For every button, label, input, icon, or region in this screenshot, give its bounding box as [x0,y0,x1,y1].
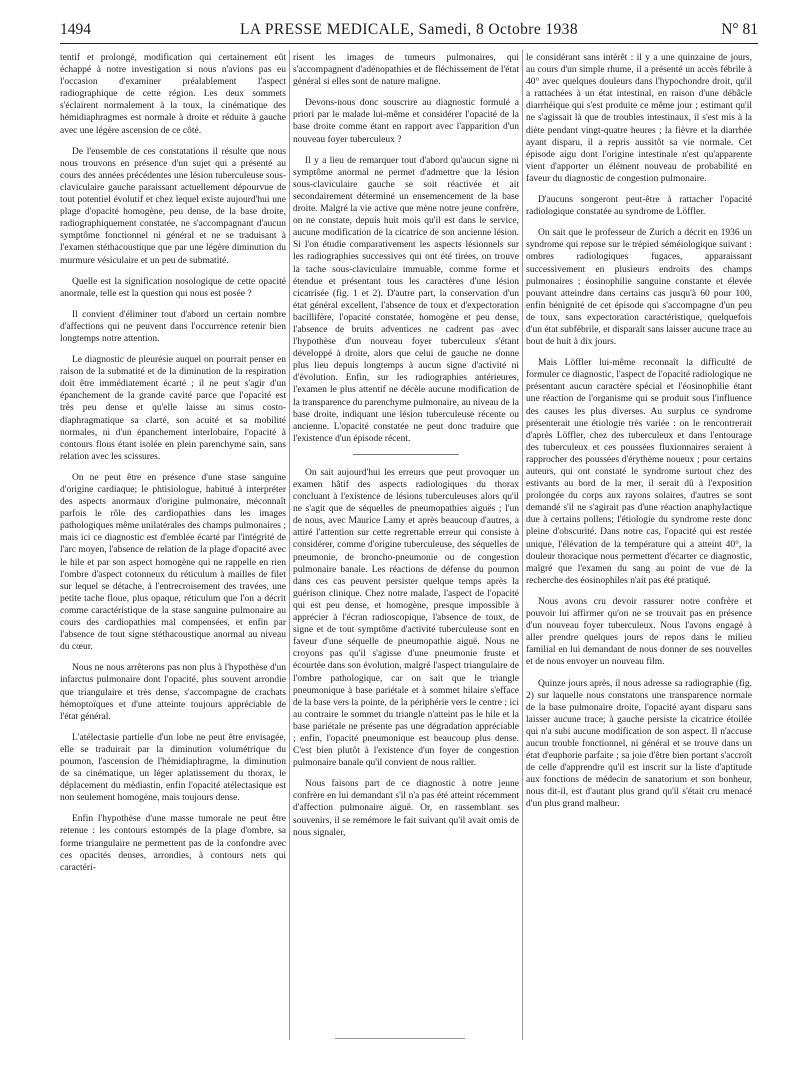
column-divider [289,50,290,1040]
paragraph: L'atélectasie partielle d'un lobe ne peut être envisagée, elle se traduirait par la diminution volumétrique du poumon, l'ascension de l'hémidiaphragme, la diminution de sa cinématique, un léger aplatissement du thorax, le déplacement du médiastin, enfin l'opacité atélectasique est non seulement homogène, mais toujours dense. [60,732,286,804]
paragraph: Il convient d'éliminer tout d'abord un certain nombre d'affections qui ne peuvent dans l'occurrence retenir bien longtemps notre attention. [60,309,286,344]
paragraph: tentif et prolongé, modification qui certainement eût échappé à notre investigation si nous n'avions pas eu l'occasion d'examiner préalablement l'aspect radiographique de cette région. Les deux sommets s'éclairent normalement à la toux, la cinématique des hémidiaphragmes est normale à droite et réduite à gauche avec une légère ascension de ce côté. [60,53,286,136]
journal-title: LA PRESSE MEDICALE, Samedi, 8 Octobre 1938 [240,21,578,38]
column-divider [522,50,523,1040]
paragraph: Le diagnostic de pleurésie auquel on pourrait penser en raison de la submatité et de la diminution de la respiration doit être immédiatement écarté ; il ne peut s'agir d'un épanchement de la grande cavité parce que l'opacité est très peu dense et qu'elle laisse au sinus costo-diaphragmatique sa clarté, son acuité et sa mobilité normales, ni d'un épanchement interlobaire, l'opacité à contours flous étant isolée en plein parenchyme sain, sans relation avec les scissures. [60,355,286,462]
column-3 [526,52,752,820]
paragraph: Nous avons cru devoir rassurer notre confrère et pouvoir lui affirmer qu'on ne se trouvait pas en présence d'un nouveau foyer tuberculeux. Nous l'avons engagé à aller prendre quelques jours de repos dans le milieu familial en lui demandant de nous donner de ses nouvelles et de nous envoyer un nouveau film. [526,596,752,668]
paragraph: Enfin l'hypothèse d'une masse tumorale ne peut être retenue : les contours estompés de la plage d'ombre, sa forme triangulaire ne permettent pas de la confondre avec ces opacités denses, arrondies, à contours nets qui caractéri- [60,814,286,873]
issue-number: N° 81 [721,21,758,38]
footer-rule [335,1038,465,1039]
paragraph: Quelle est la signification nosologique de cette opacité anormale, telle est la question qui nous est posée ? [60,276,286,299]
paragraph: Il y a lieu de remarquer tout d'abord qu'aucun signe ni symptôme anormal ne permet d'admettre que la lésion sous-claviculaire gauche se soit réactivée et ait secondairement déterminé un ensemencement de la base droite. Malgré la vie active que mène notre jeune confrère, on ne constate, depuis huit mois qu'il est dans le service, aucune modification de la cicatrice de son ancienne lésion. Si l'on étudie comparativement les aspects lésionnels sur les radiographies successives qui ont été tirées, on trouve la tache sous-claviculaire immuable, comme forme et étendue et présentant tous les caractères d'une lésion cicatrisée (fig. 1 et 2). D'autre part, la conservation d'un état général excellent, l'absence de toux et d'expectoration bacillifère, l'opacité constatée, homogène et peu dense, l'absence de bruits adventices ne cadrent pas avec l'hypothèse d'un nouveau foyer tuberculeux s'étant développé à droite, alors que celui de gauche ne donne plus lieu depuis longtemps à aucun signe d'activité ni d'évolution. Enfin, sur les radiographies antérieures, l'examen le plus attentif ne décèle aucune modification de la transparence du parenchyme pulmonaire, au niveau de la base droite, indiquant une lésion tuberculeuse récente ou ancienne. L'opacité constatée ne peut donc traduire que l'existence d'un épisode récent. [293,155,519,444]
paragraph: risent les images de tumeurs pulmonaires, qui s'accompagnent d'adénopathies et de fléchissement de l'état général si elles sont de nature maligne. [293,53,519,88]
paragraph: Nous ne nous arrêterons pas non plus à l'hypothèse d'un infarctus pulmonaire dont l'opacité, plus souvent arrondie que triangulaire et très dense, s'accompagne de crachats hémoptoïques et d'une atteinte toujours appréciable de l'état général. [60,663,286,722]
paragraph: On sait aujourd'hui les erreurs que peut provoquer un examen hâtif des aspects radiologiques du thorax concluant à l'existence de lésions tuberculeuses alors qu'il ne s'agit que de séquelles de pneumopathies aiguës ; l'un de nous, avec Maurice Lamy et après beaucoup d'autres, a attiré l'attention sur cette regrettable erreur qui consiste à considérer, comme d'origine tuberculeuse, des séquelles de pneumonie, de broncho-pneumonie ou de congestion pulmonaire banale. Les réactions de défense du poumon dans ces cas peuvent persister quelque temps après la guérison clinique. Chez notre malade, l'aspect de l'opacité qui est peu dense, et homogène, presque impossible à apprécier à l'écran radioscopique, l'absence de toux, de signe et de tout symptôme d'activité tuberculeuse sont en faveur d'une séquelle de pneumopathie aiguë. Nous ne croyons pas qu'il s'agisse d'une pneumonie fruste et écourtée dans son évolution, malgré l'aspect triangulaire de l'ombre pathologique, car on sait que le triangle pneumonique à base pariétale et à sommet hilaire s'efface de la base vers la pointe, de la périphérie vers le centre ; ici au contraire le sommet du triangle n'atteint pas le hile et la base pariétale ne présente pas une dégradation appréciable ; enfin, l'opacité pneumonique est beaucoup plus dense. C'est bien plutôt à l'existence d'un foyer de congestion pulmonaire banale qu'il convient de nous rallier. [293,467,519,769]
column-1 [60,52,286,883]
section-divider [353,454,459,455]
paragraph: Nous faisons part de ce diagnostic à notre jeune confrère en lui demandant s'il n'a pas été atteint récemment d'affection pulmonaire aiguë. Or, en rassemblant ses souvenirs, il se remémore le fait suivant qu'il avait omis de nous signaler, [293,779,519,838]
paragraph: D'aucuns songeront peut-être à rattacher l'opacité radiologique constatée au syndrome de Löffler. [526,195,752,218]
paragraph: De l'ensemble de ces constatations il résulte que nous nous trouvons en présence d'un sujet qui a présenté au cours des années précédentes une lésion tuberculeuse sous-claviculaire gauche paraissant actuellement dépourvue de tout potentiel évolutif et chez lequel existe aujourd'hui une plage d'opacité homogène, peu dense, de la base droite, radiographiquement constatée, ne s'accompagnant d'aucun symptôme fonctionnel ni général et ne se traduisant à l'examen stéthacoustique que par une légère diminution du murmure vésiculaire et un peu de submatité. [60,146,286,266]
page-header [60,20,758,40]
paragraph: Devons-nous donc souscrire au diagnostic formulé a priori par le malade lui-même et considérer l'opacité de la base droite comme étant en rapport avec l'apparition d'un nouveau foyer tuberculeux ? [293,98,519,145]
paragraph: Mais Löffler lui-même reconnaît la difficulté de formuler ce diagnostic, l'aspect de l'opacité radiologique ne présentant aucun caractère spécial et l'éosinophilie étant une réaction de l'organisme qui se produit sous l'influence des causes les plus diverses. Au surplus ce syndrome présenterait une étiologie très variée : on le rencontrerait d'après Löffler, chez des tuberculeux et dans l'entourage des tuberculeux et ces poussées fluxionnaires seraient à rapprocher des poussées d'érythème noueux ; pour certains auteurs, qui ont constaté le syndrome surtout chez des estivants au bord de la mer, il serait dû à l'exposition prolongée du corps aux rayons solaires, d'autres se sont demandé s'il ne s'agirait pas d'une réaction anaphylactique due à certains pollens; l'étiologie du syndrome reste donc pleine d'obscurité. Dans notre cas, l'opacité qui est restée unique, l'élévation de la température qui a atteint 40°, la douleur thoracique nous permettent d'écarter ce diagnostic, malgré que l'examen du sang au point de vue de la recherche des éosinophiles n'ait pas été pratiqué. [526,358,752,586]
paragraph: Quinze jours après, il nous adresse sa radiographie (fig. 2) sur laquelle nous constatons une transparence normale de la base pulmonaire droite, l'opacité ayant disparu sans laisser aucune trace; à gauche persiste la cicatrice étoilée qui n'a subi aucune modification de son aspect. Il n'accuse aucun trouble fonctionnel, ni général et se trouve dans un état d'euphorie parfaite ; sa joie d'être bien portant s'accroît de celle d'apprendre qu'il est inscrit sur la liste d'aptitude aux fonctions de médecin de sanatorium et son bonheur, nous dit-il, est d'autant plus grand qu'il s'était cru menacé d'un plus grand malheur. [526,678,752,810]
paragraph: On ne peut être en présence d'une stase sanguine d'origine cardiaque; le phtisiologue, habitué à interpréter des aspects anormaux d'origine pulmonaire, méconnaît parfois le rôle des cardiopathies dans les images pathologiques même unilatérales des champs pulmonaires ; mais ici ce diagnostic est d'emblée écarté par l'intégrité de l'arc moyen, l'absence de relation de la plage d'opacité avec le hile et par son aspect homogène qui ne rappelle en rien l'ombre d'aspect cotonneux du réticulum à mailles de filet sur lequel se détache, à l'entrecroisement des travées, une petite tache floue, plus opaque, réticulum que l'on a décrit comme caractéristique de la stase sanguine pulmonaire au cours des cardiopathies mal compensées, et enfin par l'absence de tout signe stéthacoustique anormal au niveau du cœur. [60,472,286,653]
paragraph: le considérant sans intérêt : il y a une quinzaine de jours, au cours d'un simple rhume, il a présenté un accès fébrile à 40° avec quelques douleurs dans l'hypochondre droit, qu'il a rattachées à un état intestinal, en raison d'une débâcle diarrhéique qui s'est produite ce même jour ; estimant qu'il ne s'agissait là que de troubles intestinaux, il s'est mis à la diète pendant vingt-quatre heures ; la fièvre et la diarrhée ayant disparu, il a repris aussitôt sa vie normale. Cet épisode aigu dont l'origine intestinale n'est qu'apparente vient d'apporter un élément nouveau de probabilité en faveur du diagnostic de congestion pulmonaire. [526,53,752,184]
column-2 [293,52,519,848]
page-number: 1494 [60,21,91,38]
paragraph: On sait que le professeur de Zurich a décrit en 1936 un syndrome qui repose sur le trépied séméiologique suivant : ombres radiologiques fugaces, apparaissant successivement en plusieurs endroits des champs pulmonaires ; éosinophilie sanguine constante et élevée pouvant atteindre dans certains cas jusqu'à 60 pour 100, enfin bénignité de cet épisode qui s'accompagne d'un peu de toux, sans expectoration caractéristique, quelquefois d'un état subfébrile, et disparaît sans laisser aucune trace au bout de huit à dix jours. [526,228,752,348]
header-rule [60,43,758,44]
